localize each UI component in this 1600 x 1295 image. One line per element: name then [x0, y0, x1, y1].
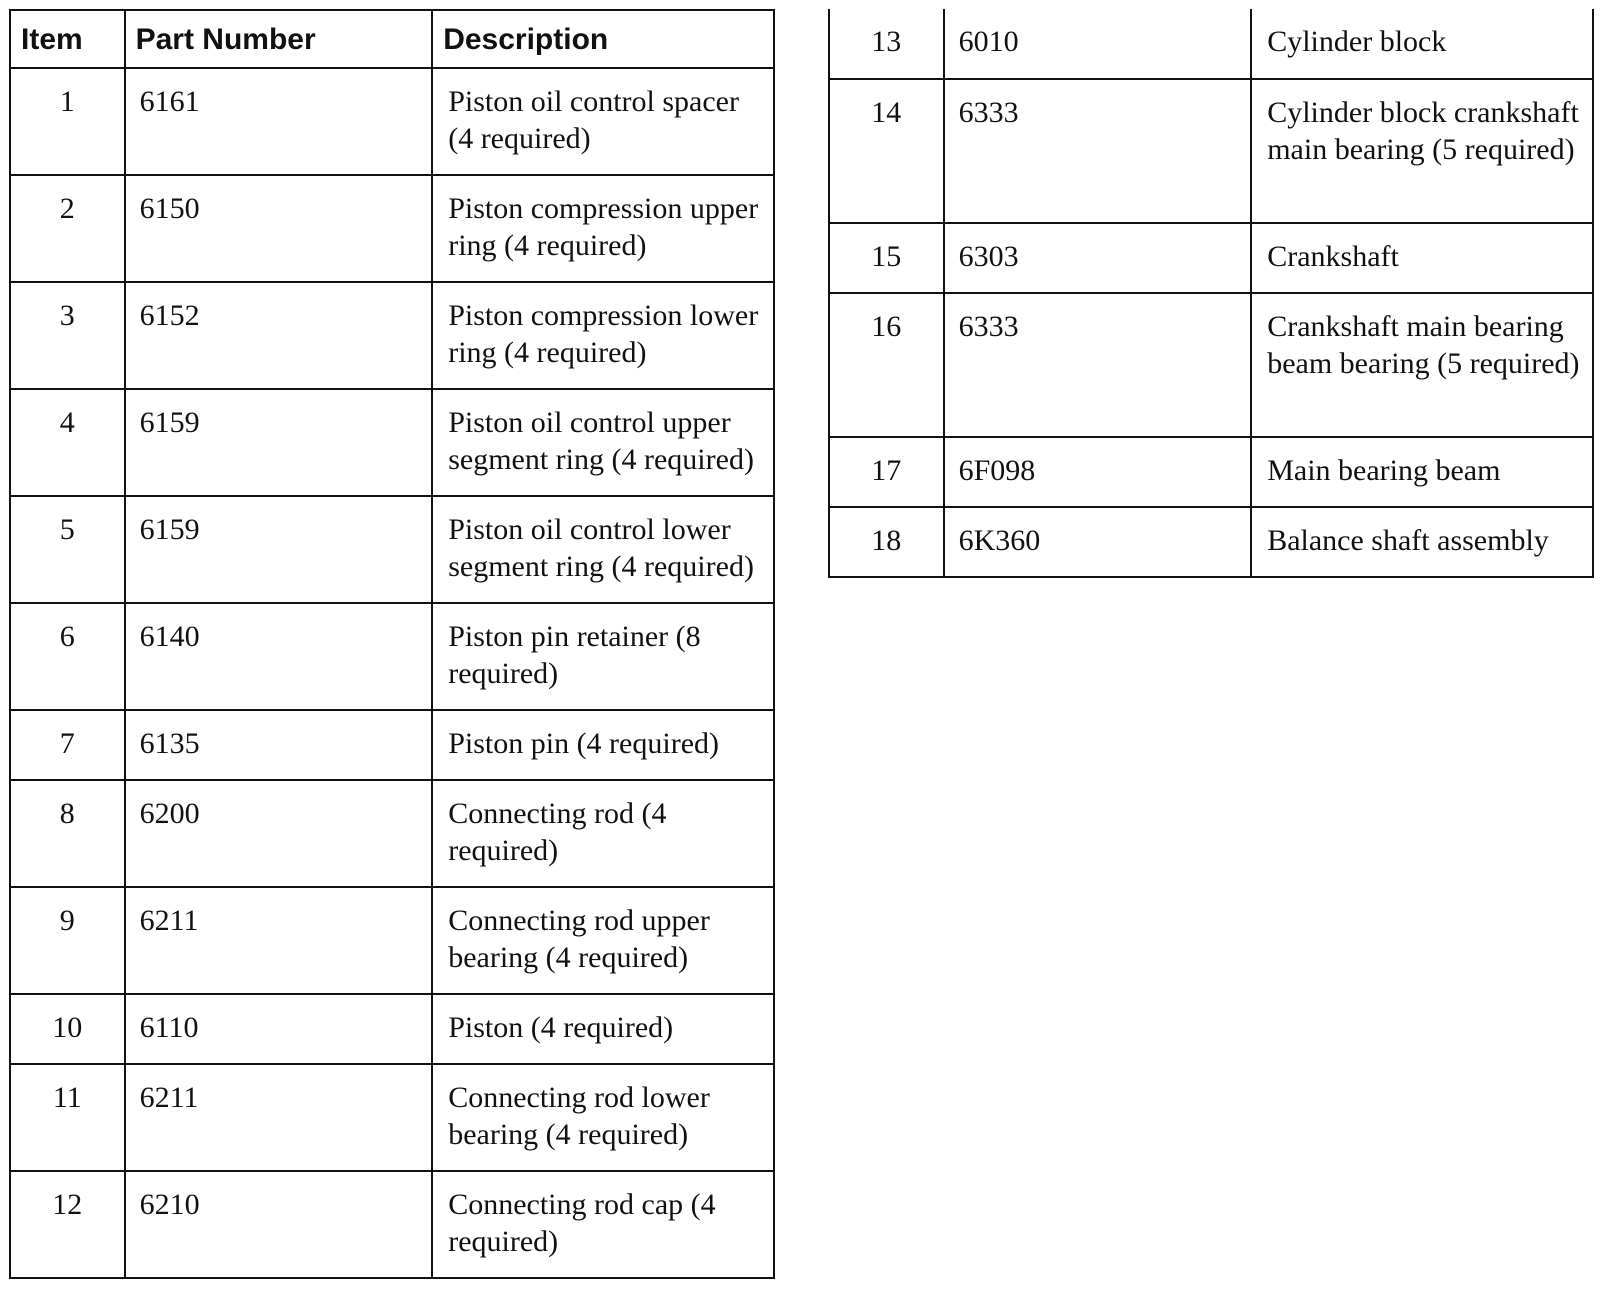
table-row	[10, 496, 774, 603]
part-number: 6150	[125, 175, 433, 282]
item-number: 6	[10, 603, 125, 710]
item-number: 8	[10, 780, 125, 887]
item-number: 2	[10, 175, 125, 282]
parts-table-left	[9, 9, 775, 1279]
part-number: 6152	[125, 282, 433, 389]
part-number: 6135	[125, 710, 433, 780]
description: Piston compression upper ring (4 required)	[432, 175, 774, 282]
description: Connecting rod (4 required)	[432, 780, 774, 887]
item-number: 7	[10, 710, 125, 780]
part-number: 6211	[125, 1064, 433, 1171]
description: Connecting rod upper bearing (4 required)	[432, 887, 774, 994]
part-number: 6140	[125, 603, 433, 710]
table-row	[10, 389, 774, 496]
header-part-number: Part Number	[125, 10, 433, 68]
description: Crankshaft main bearing beam bearing (5 required)	[1251, 293, 1593, 437]
item-number: 14	[829, 79, 944, 223]
part-number: 6159	[125, 389, 433, 496]
part-number: 6200	[125, 780, 433, 887]
item-number: 10	[10, 994, 125, 1064]
table-row	[829, 223, 1593, 293]
description: Connecting rod cap (4 required)	[432, 1171, 774, 1278]
part-number: 6159	[125, 496, 433, 603]
table-row	[10, 994, 774, 1064]
description: Piston oil control upper segment ring (4 required)	[432, 389, 774, 496]
description: Piston (4 required)	[432, 994, 774, 1064]
item-number: 9	[10, 887, 125, 994]
description: Piston pin (4 required)	[432, 710, 774, 780]
item-number: 18	[829, 507, 944, 577]
table-row	[10, 887, 774, 994]
table-row	[10, 68, 774, 175]
item-number: 17	[829, 437, 944, 507]
part-number: 6210	[125, 1171, 433, 1278]
part-number: 6F098	[944, 437, 1252, 507]
table-header-row	[10, 10, 774, 68]
description: Main bearing beam	[1251, 437, 1593, 507]
table-row	[829, 79, 1593, 223]
description: Crankshaft	[1251, 223, 1593, 293]
item-number: 12	[10, 1171, 125, 1278]
header-description: Description	[432, 10, 774, 68]
table-row	[829, 507, 1593, 577]
part-number: 6161	[125, 68, 433, 175]
item-number: 16	[829, 293, 944, 437]
item-number: 4	[10, 389, 125, 496]
table-row	[10, 1064, 774, 1171]
item-number: 3	[10, 282, 125, 389]
table-row	[829, 437, 1593, 507]
header-item: Item	[10, 10, 125, 68]
item-number: 5	[10, 496, 125, 603]
part-number: 6010	[944, 9, 1252, 79]
description: Balance shaft assembly	[1251, 507, 1593, 577]
table-row	[829, 9, 1593, 79]
item-number: 15	[829, 223, 944, 293]
part-number: 6K360	[944, 507, 1252, 577]
description: Cylinder block	[1251, 9, 1593, 79]
part-number: 6333	[944, 293, 1252, 437]
part-number: 6303	[944, 223, 1252, 293]
description: Connecting rod lower bearing (4 required)	[432, 1064, 774, 1171]
part-number: 6110	[125, 994, 433, 1064]
parts-table-right	[828, 9, 1594, 578]
description: Piston pin retainer (8 required)	[432, 603, 774, 710]
part-number: 6333	[944, 79, 1252, 223]
item-number: 1	[10, 68, 125, 175]
table-row	[10, 780, 774, 887]
table-row	[10, 603, 774, 710]
table-row	[10, 175, 774, 282]
table-row	[10, 710, 774, 780]
description: Piston compression lower ring (4 required)	[432, 282, 774, 389]
table-row	[829, 293, 1593, 437]
description: Cylinder block crankshaft main bearing (5 required)	[1251, 79, 1593, 223]
description: Piston oil control spacer (4 required)	[432, 68, 774, 175]
item-number: 11	[10, 1064, 125, 1171]
part-number: 6211	[125, 887, 433, 994]
description: Piston oil control lower segment ring (4 required)	[432, 496, 774, 603]
item-number: 13	[829, 9, 944, 79]
table-row	[10, 282, 774, 389]
table-row	[10, 1171, 774, 1278]
